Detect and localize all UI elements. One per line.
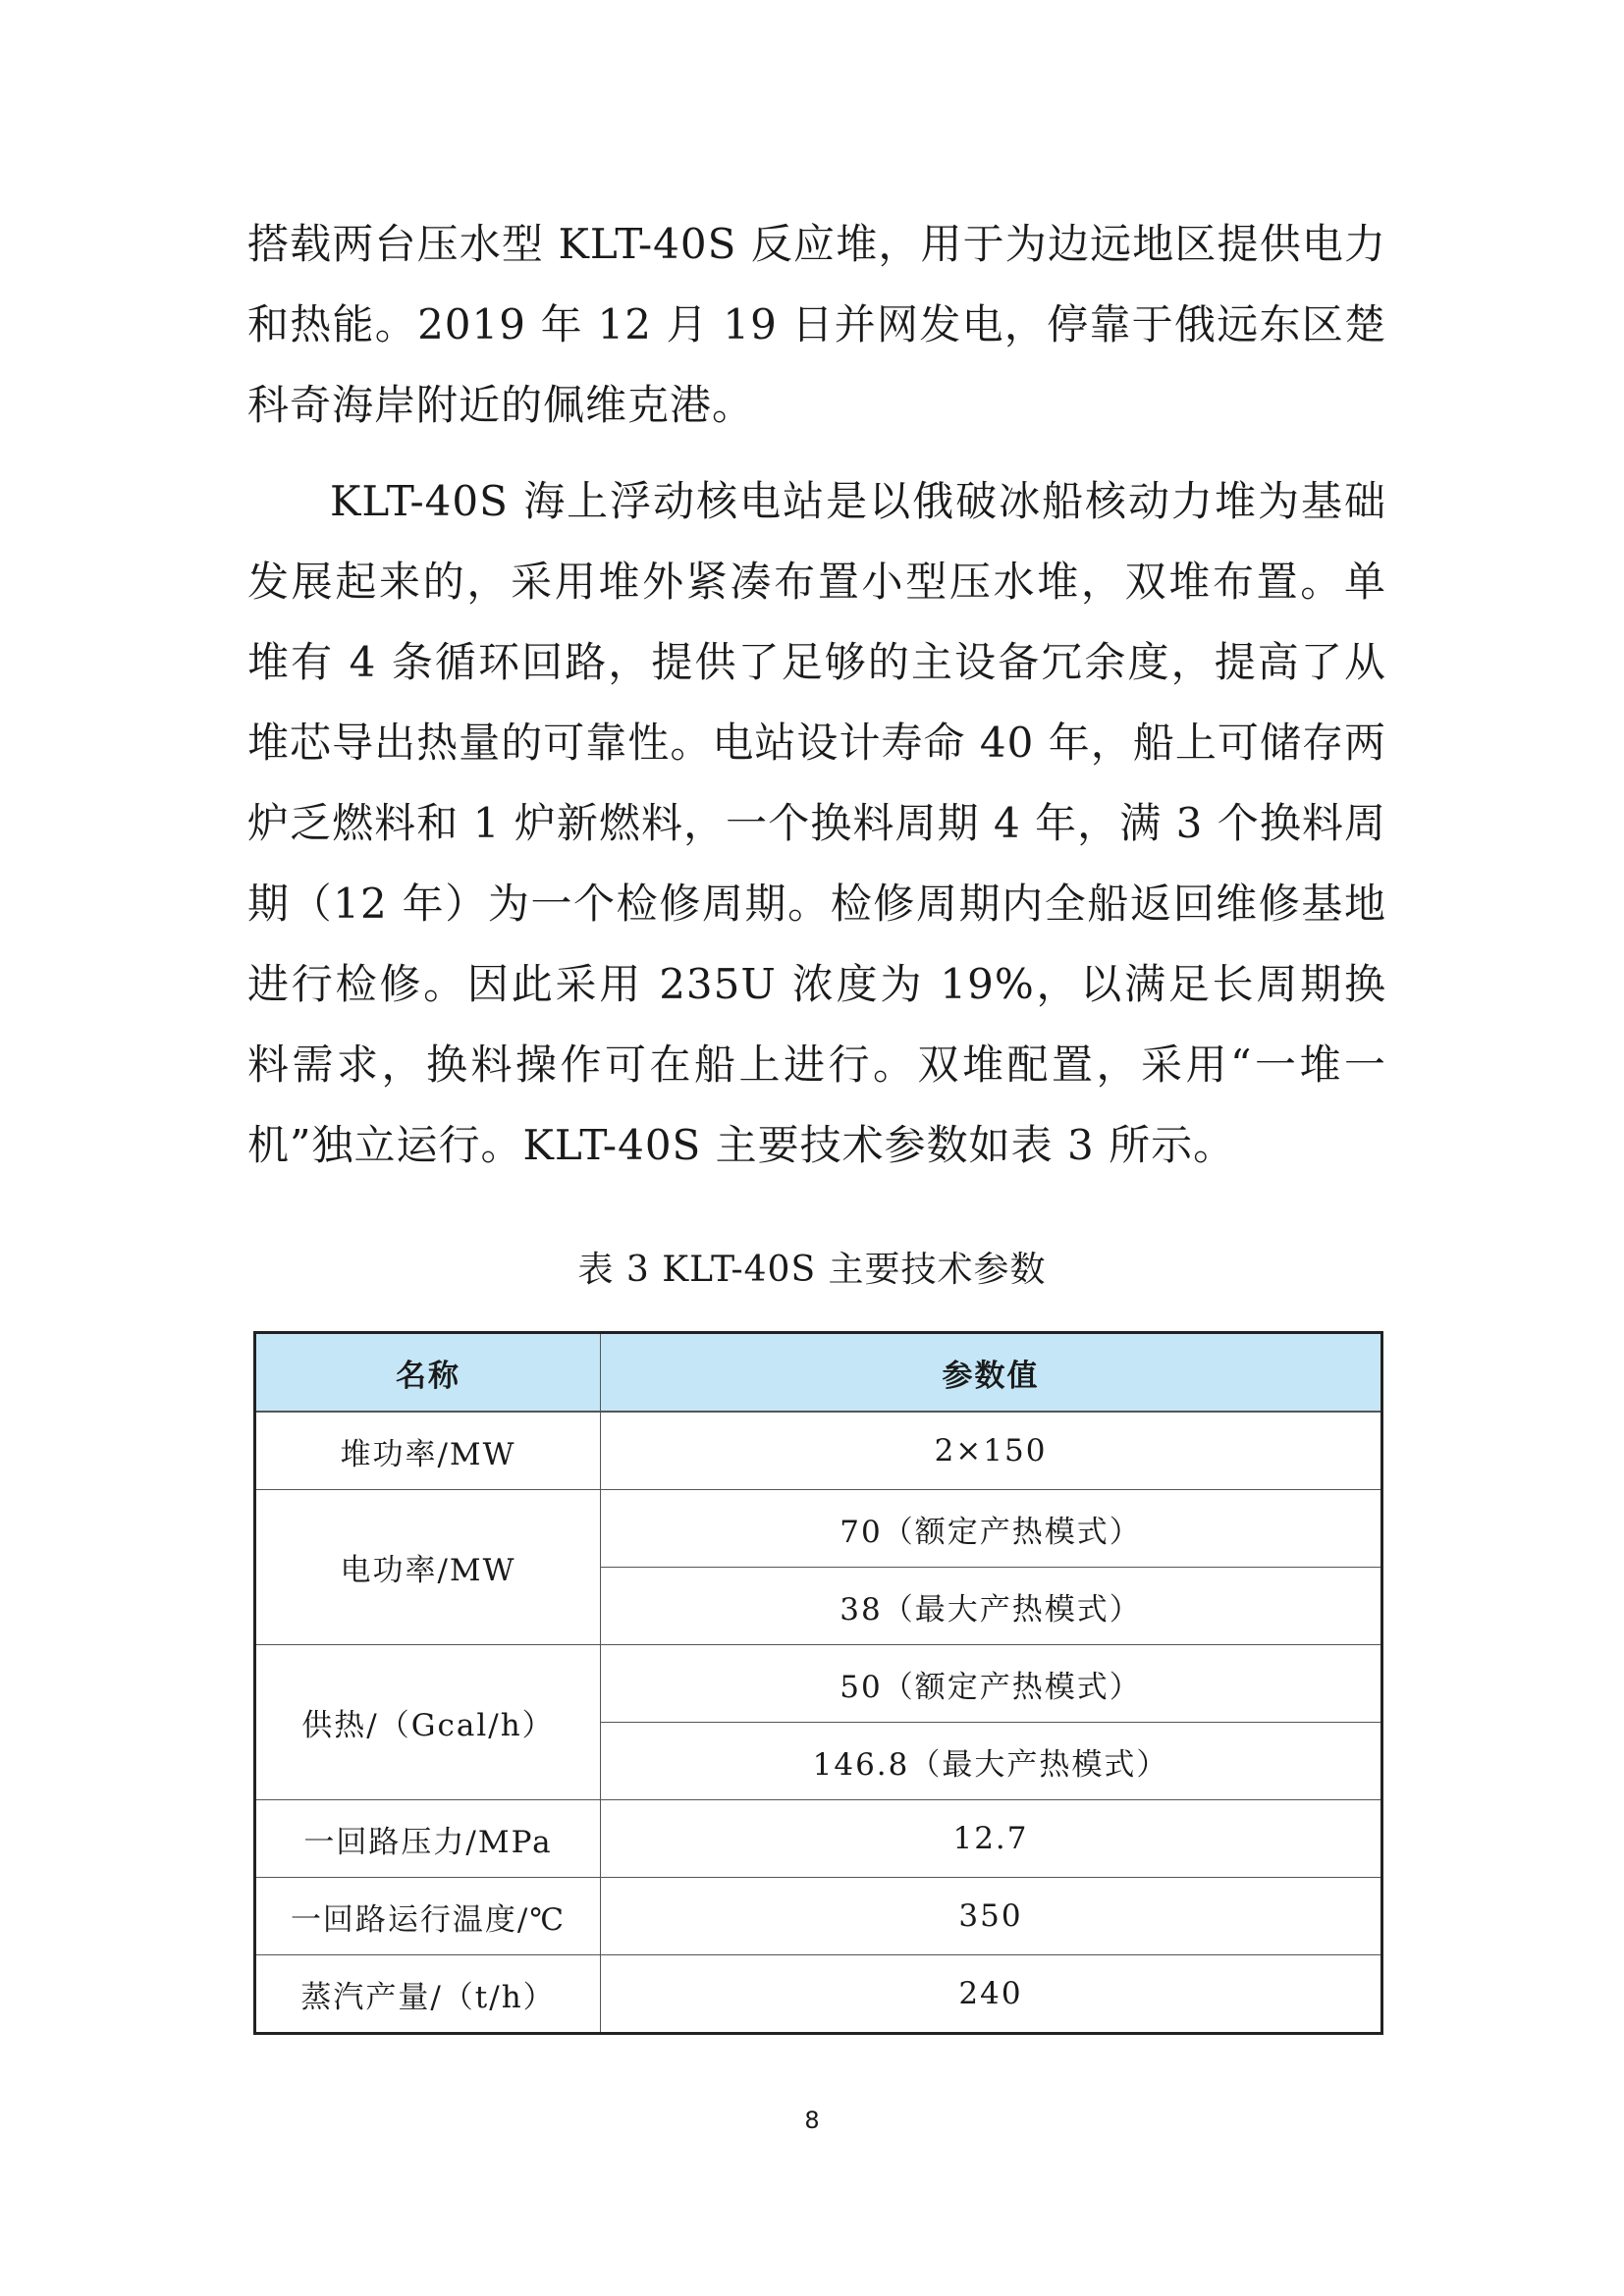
table-caption: 表 3 KLT-40S 主要技术参数 xyxy=(577,1250,1047,1290)
table-header-row xyxy=(255,1333,1382,1413)
paragraph-2: KLT-40S 海上浮动核电站是以俄破冰船核动力堆为基础发展起来的，采用堆外紧凑布置小型压水堆，双堆布置。单堆有 4 条循环回路，提供了足够的主设备冗余度，提高了从堆芯导出热量的可靠性。电站设计寿命 40 年，船上可储存两炉乏燃料和 1 炉新燃料，一个换料周期 4 年，满 3 个换料周期（12 年）为一个检修周期。检修周期内全船返回维修基地进行检修。因此采用 235U 浓度为 19%，以满足长周期换料需求，换料操作可在船上进行。双堆配置，采用“一堆一机”独立运行。KLT-40S 主要技术参数如表 3 所示。 xyxy=(247,477,1386,1169)
parameters-table xyxy=(253,1331,1383,2035)
row-value: 70（额定产热模式） xyxy=(601,1490,1382,1568)
row-value: 38（最大产热模式） xyxy=(601,1568,1382,1645)
row-value: 50（额定产热模式） xyxy=(601,1645,1382,1723)
row-value: 240 xyxy=(601,1955,1382,2034)
table-row xyxy=(255,1800,1382,1878)
table-row xyxy=(255,1645,1382,1723)
row-value: 146.8（最大产热模式） xyxy=(601,1723,1382,1800)
row-value: 350 xyxy=(601,1878,1382,1955)
row-name: 蒸汽产量/（t/h） xyxy=(255,1955,601,2034)
table-row xyxy=(255,1490,1382,1568)
header-value: 参数值 xyxy=(601,1333,1382,1413)
row-name: 一回路运行温度/℃ xyxy=(255,1878,601,1955)
table-row xyxy=(255,1955,1382,2034)
table-row xyxy=(255,1412,1382,1490)
row-name: 电功率/MW xyxy=(255,1490,601,1645)
table-row xyxy=(255,1878,1382,1955)
row-name: 一回路压力/MPa xyxy=(255,1800,601,1878)
paragraph-1: 搭载两台压水型 KLT-40S 反应堆，用于为边远地区提供电力和热能。2019 年 12 月 19 日并网发电，停靠于俄远东区楚科奇海岸附近的佩维克港。 xyxy=(247,220,1386,429)
row-value: 12.7 xyxy=(601,1800,1382,1878)
row-name: 堆功率/MW xyxy=(255,1412,601,1490)
row-name: 供热/（Gcal/h） xyxy=(255,1645,601,1800)
header-name: 名称 xyxy=(255,1333,601,1413)
page-number: 8 xyxy=(804,2107,820,2134)
row-value: 2×150 xyxy=(601,1412,1382,1490)
